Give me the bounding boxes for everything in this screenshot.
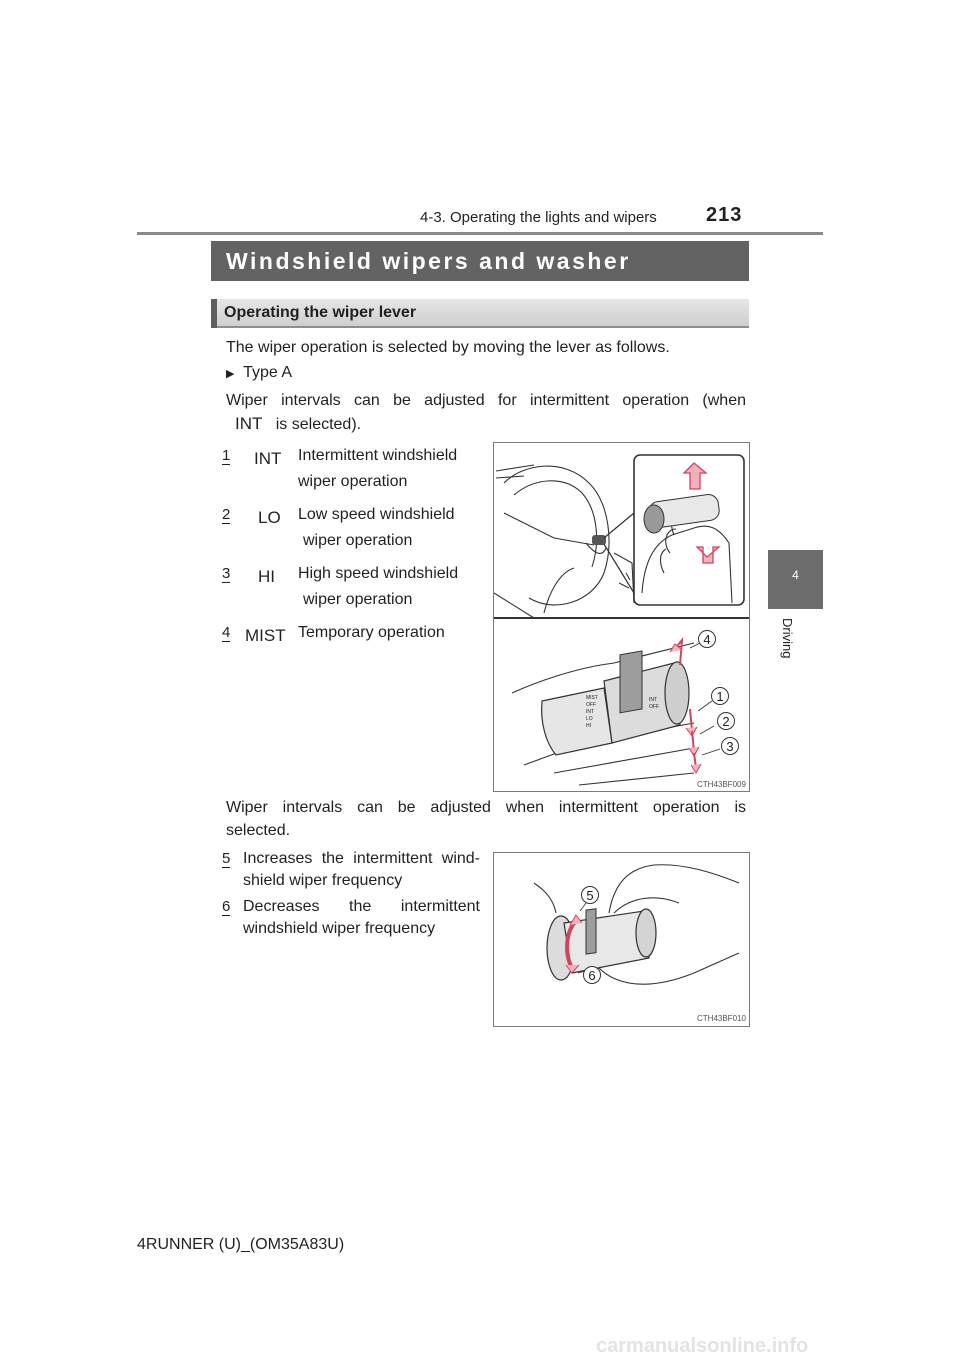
mode-1-line1: Intermittent windshield xyxy=(298,447,458,464)
mode-4-number: 4 xyxy=(222,624,231,641)
freq-6-number: 6 xyxy=(222,898,231,915)
lever-label-off: OFF xyxy=(586,702,596,708)
mode-3-number: 3 xyxy=(222,565,231,582)
freq-5-line2: shield wiper frequency xyxy=(243,872,403,889)
type-label: Type A xyxy=(243,364,292,381)
note1-rest: is selected). xyxy=(275,416,362,433)
mode-2-line2: wiper operation xyxy=(303,532,413,549)
intro-text: The wiper operation is selected by moving the lever as follows. xyxy=(226,339,670,356)
wiper-lever-illustration xyxy=(494,443,749,791)
note1-line1: Wiper intervals can be adjusted for intermittent operation (when xyxy=(226,392,746,409)
freq-5-number: 5 xyxy=(222,850,231,867)
callout-2: 2 xyxy=(722,714,730,729)
mode-2-key: LO xyxy=(258,508,281,527)
subtitle: Operating the wiper lever xyxy=(224,304,417,321)
mode-1-key: INT xyxy=(254,449,282,468)
mode-2-number: 2 xyxy=(222,506,231,523)
freq-6-line2: windshield wiper frequency xyxy=(243,920,436,937)
subtitle-accent xyxy=(211,299,217,328)
lever-label-int-2: INT xyxy=(649,697,658,703)
mode-4-key: MIST xyxy=(245,626,286,645)
freq-6-line1: Decreases the intermittent xyxy=(243,898,480,915)
page-number: 213 xyxy=(706,204,743,226)
figure2-code: CTH43BF010 xyxy=(697,1014,746,1023)
mode-3-line2: wiper operation xyxy=(303,591,413,608)
lever-label-hi: HI xyxy=(586,723,591,729)
mode-1-line2: wiper operation xyxy=(298,473,408,490)
lever-label-int: INT xyxy=(586,709,595,715)
chapter-number: 4 xyxy=(792,568,799,582)
note2-line2: selected. xyxy=(226,822,291,839)
figure1-code: CTH43BF009 xyxy=(697,780,746,789)
wiper-lever-figure xyxy=(493,442,750,792)
note2-line1: Wiper intervals can be adjusted when intermittent operation is xyxy=(226,799,746,816)
mode-2-line1: Low speed windshield xyxy=(298,506,455,523)
header-rule xyxy=(137,232,823,235)
lever-label-mist: MIST xyxy=(586,695,598,701)
lever-label-off-2: OFF xyxy=(649,704,659,710)
frequency-figure xyxy=(493,852,750,1027)
int-key: INT xyxy=(235,414,263,433)
callout-3: 3 xyxy=(726,739,734,754)
callout-6: 6 xyxy=(588,968,596,983)
lever-label-lo: LO xyxy=(586,716,593,722)
section-title: 4-3. Operating the lights and wipers xyxy=(420,209,657,226)
callout-4: 4 xyxy=(703,632,711,647)
mode-3-key: HI xyxy=(258,567,275,586)
callout-1: 1 xyxy=(716,689,724,704)
footer-model-code: 4RUNNER (U)_(OM35A83U) xyxy=(137,1236,345,1253)
type-marker-icon: ▶ xyxy=(226,368,235,380)
note1-line2 xyxy=(235,413,361,436)
watermark: carmanualsonline.info xyxy=(596,1335,809,1357)
chapter-label: Driving xyxy=(780,618,795,659)
page-title: Windshield wipers and washer xyxy=(226,248,631,274)
mode-1-number: 1 xyxy=(222,447,231,464)
freq-5-line1: Increases the intermittent wind- xyxy=(243,850,480,867)
type-heading xyxy=(226,362,292,385)
callout-5: 5 xyxy=(586,888,594,903)
mode-3-line1: High speed windshield xyxy=(298,565,459,582)
mode-4-line1: Temporary operation xyxy=(298,624,445,641)
frequency-dial-illustration xyxy=(494,853,749,1026)
